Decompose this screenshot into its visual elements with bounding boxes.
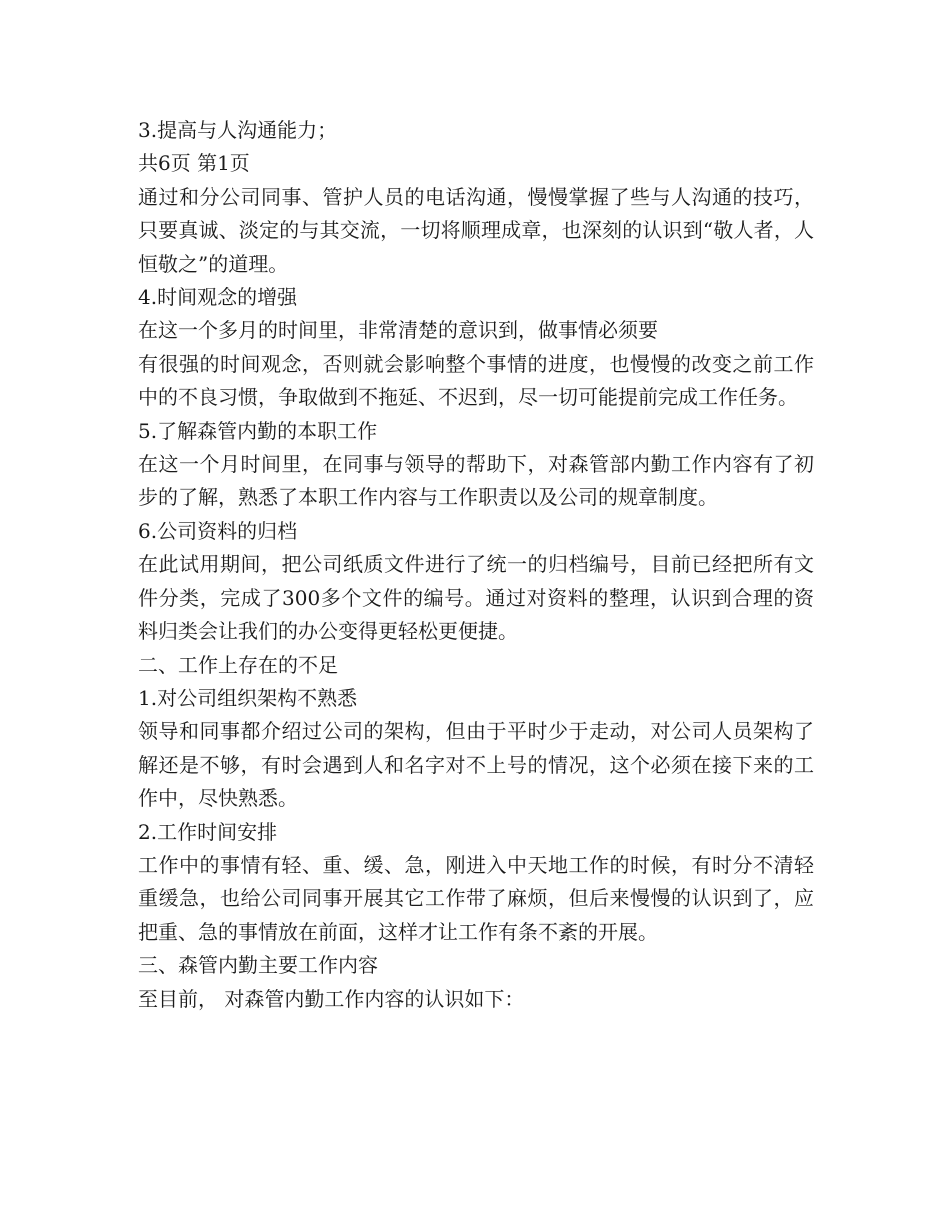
section-heading: 二、工作上存在的不足 [138,652,338,677]
paragraph: 在此试用期间，把公司纸质文件进行了统一的归档编号，目前已经把所有文件分类，完成了300多个文件的编号。通过对资料的整理，认识到合理的资料归类会让我们的办公变得更轻松更便捷。 [138,552,814,644]
item-heading: 2.工作时间安排 [138,819,278,844]
paragraph: 领导和同事都介绍过公司的架构，但由于平时少于走动，对公司人员架构了解还是不够，有时会遇到人和名字对不上号的情况，这个必须在接下来的工作中，尽快熟悉。 [138,719,814,811]
item-heading: 1.对公司组织架构不熟悉 [138,685,358,710]
section-heading: 三、森管内勤主要工作内容 [138,953,378,978]
paragraph: 在这一个月时间里，在同事与领导的帮助下，对森管部内勤工作内容有了初步的了解，熟悉了本职工作内容与工作职责以及公司的规章制度。 [138,452,814,510]
paragraph: 至目前， 对森管内勤工作内容的认识如下： [138,986,525,1011]
page-number: 共6页 第1页 [138,151,250,176]
item-heading: 5.了解森管内勤的本职工作 [138,418,378,443]
paragraph: 有很强的时间观念，否则就会影响整个事情的进度，也慢慢的改变之前工作中的不良习惯，争取做到不拖延、不迟到，尽一切可能提前完成工作任务。 [138,351,814,410]
paragraph: 在这一个多月的时间里，非常清楚的意识到，做事情必须要 [138,318,658,343]
paragraph: 通过和分公司同事、管护人员的电话沟通，慢慢掌握了些与人沟通的技巧，只要真诚、淡定的与其交流，一切将顺理成章，也深刻的认识到“敬人者，人恒敬之”的道理。 [138,184,814,276]
item-heading: 3.提高与人沟通能力； [138,118,338,142]
item-heading: 4.时间观念的增强 [138,285,298,310]
document-body [138,114,814,1016]
item-heading: 6.公司资料的归档 [138,518,298,543]
paragraph: 工作中的事情有轻、重、缓、急，刚进入中天地工作的时候，有时分不清轻重缓急，也给公司同事开展其它工作带了麻烦，但后来慢慢的认识到了，应把重、急的事情放在前面，这样才让工作有条不紊的开展。 [138,852,814,944]
